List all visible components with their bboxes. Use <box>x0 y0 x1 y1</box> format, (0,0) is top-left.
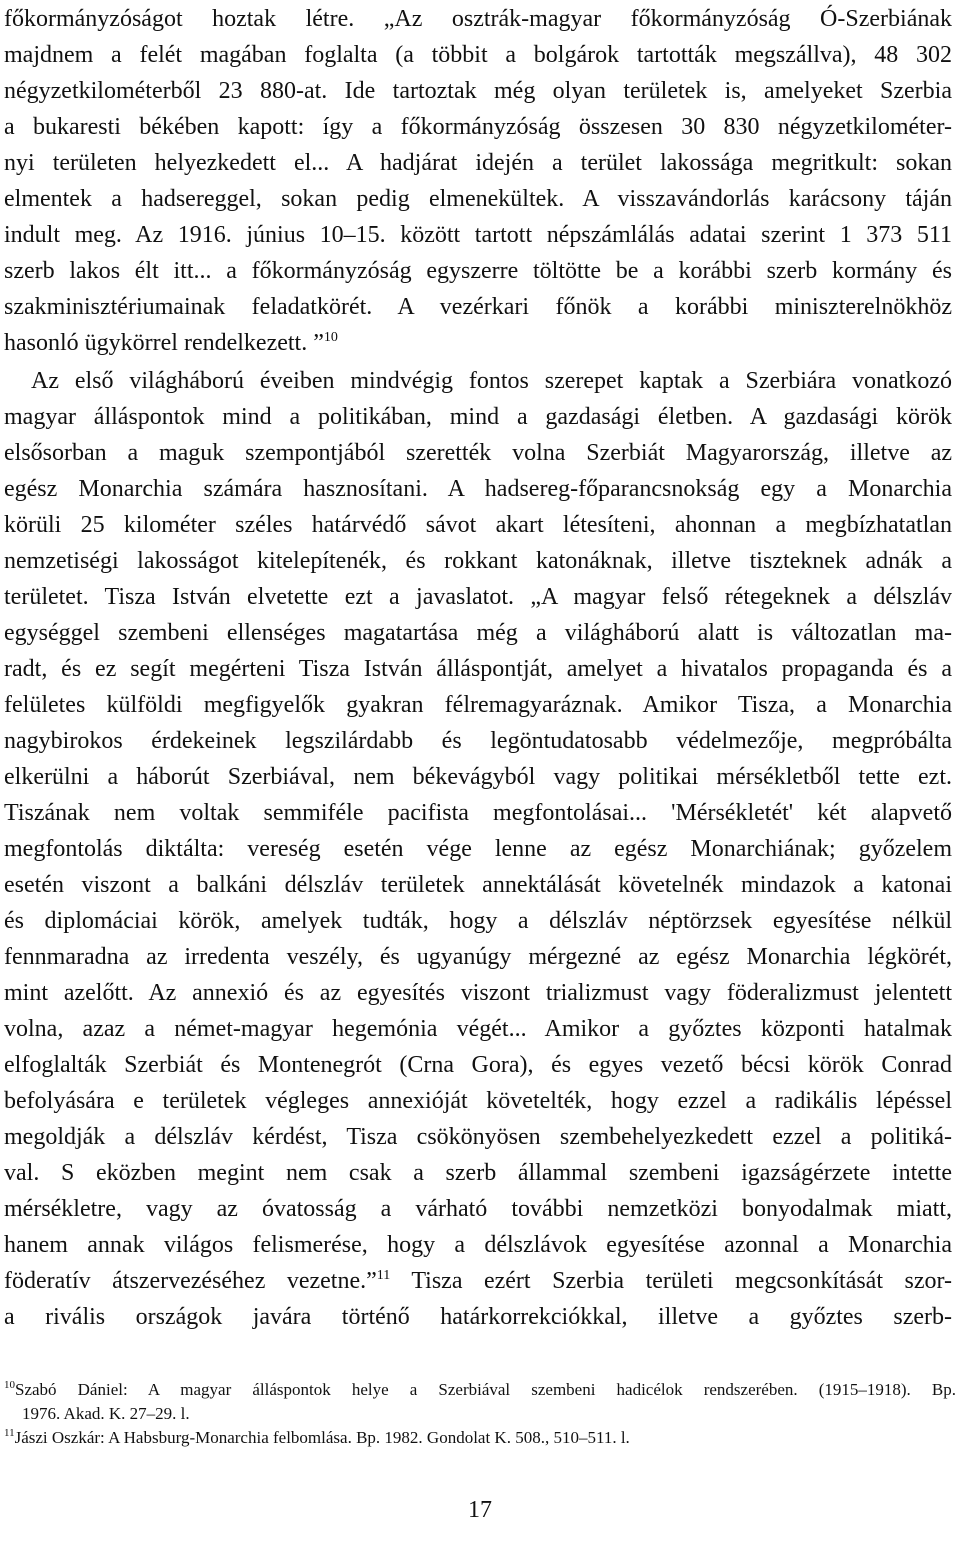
text-line: nemzetiségi lakosságot kitelepítenék, és rokkant katonáknak, illetve tiszteknek adnák a <box>4 548 952 574</box>
text-line: volna, azaz a német-magyar hegemónia végét... Amikor a győztes központi hatalmak <box>4 1016 952 1042</box>
text-line: indult meg. Az 1916. június 10–15. között tartott népszámlálás adatai szerint 1 373 511 <box>4 222 952 248</box>
text-line: radt, és ez segít megérteni Tisza István álláspontját, amelyet a hivatalos propaganda és a <box>4 656 952 682</box>
footnote-text: Szabó Dániel: A magyar álláspontok helye a Szerbiával szembeni hadicélok rendszerében. (1915–1918). Bp. <box>15 1380 956 1399</box>
text-line: mérsékletre, vagy az óvatosság a várható további nemzetközi bonyodalmak miatt, <box>4 1196 952 1222</box>
footnote-10-continuation: 1976. Akad. K. 27–29. l. <box>22 1404 190 1423</box>
text-segment: Tisza ezért Szerbia területi megcsonkítását szor- <box>411 1268 952 1294</box>
text-line: négyzetkilométerből 23 880-at. Ide tartoztak még olyan területek is, amelyeket Szerbia <box>4 78 952 104</box>
text-line: megoldják a délszláv kérdést, Tisza csökönyösen szembehelyezkedett ezzel a politiká- <box>4 1124 952 1150</box>
text-line: elkerülni a háborút Szerbiával, nem békevágyból vagy politikai mérsékletből tette ezt. <box>4 764 952 790</box>
paragraph-first-line: Az első világháború éveiben mindvégig fontos szerepet kaptak a Szerbiára vonatkozó <box>31 368 952 394</box>
footnote-number: 10 <box>4 1379 15 1391</box>
text-line-last <box>4 326 952 360</box>
text-segment: hasonló ügykörrel rendelkezett. ” <box>4 330 324 356</box>
text-line: elmentek a hadsereggel, sokan pedig elmenekültek. A visszavándorlás karácsony táján <box>4 186 952 212</box>
text-line: fennmaradna az irredenta veszély, és ugyanúgy mérgezné az egész Monarchia légkörét, <box>4 944 952 970</box>
text-line: a bukaresti békében kapott: így a főkormányzóság összesen 30 830 négyzetkilométer- <box>4 114 952 140</box>
text-line: magyar álláspontok mind a politikában, mind a gazdasági életben. A gazdasági körök <box>4 404 952 430</box>
text-line: Tiszának nem voltak semmiféle pacifista megfontolásai... 'Mérsékletét' két alapvető <box>4 800 952 826</box>
text-line: esetén viszont a balkáni délszláv területek annektálását követelnék mindazok a katonai <box>4 872 952 898</box>
text-line: körüli 25 kilométer széles határvédő sávot akart létesíteni, ahonnan a megbízhatatlan <box>4 512 952 538</box>
text-line: hanem annak világos felismerése, hogy a délszlávok egyesítése azonnal a Monarchia <box>4 1232 952 1258</box>
text-line: a rivális országok javára történő határkorrekciókkal, illetve a győztes szerb- <box>4 1304 952 1330</box>
text-line: elfoglalták Szerbiát és Montenegrót (Crna Gora), és egyes vezető bécsi körök Conrad <box>4 1052 952 1078</box>
text-line: val. S eközben megint nem csak a szerb állammal szembeni igazságérzete intette <box>4 1160 952 1186</box>
text-line: területet. Tisza István elvetette ezt a javaslatot. „A magyar felső rétegeknek a délszláv <box>4 584 952 610</box>
footnote-number: 11 <box>4 1427 15 1439</box>
text-line-with-note <box>4 1264 952 1298</box>
footnote-ref-10: 10 <box>323 330 338 345</box>
text-line: mint azelőtt. Az annexió és az egyesítés viszont trializmust vagy föderalizmust jelentett <box>4 980 952 1006</box>
footnote-11 <box>4 1426 956 1450</box>
text-line: nagybirokos érdekeinek legszilárdabb és legöntudatosabb védelmezője, megpróbálta <box>4 728 952 754</box>
page-number: 17 <box>468 1497 492 1523</box>
text-line: és diplomáciai körök, amelyek tudták, hogy a délszláv néptörzsek egyesítése nélkül <box>4 908 952 934</box>
text-line: egész Monarchia számára hasznosítani. A hadsereg-főparancsnokság egy a Monarchia <box>4 476 952 502</box>
text-line: elsősorban a maguk szempontjából szerették volna Szerbiát Magyarország, illetve az <box>4 440 952 466</box>
text-line: befolyására e területek végleges annexióját követelték, hogy ezzel a radikális lépéssel <box>4 1088 952 1114</box>
text-line: egységgel szembeni ellenséges magatartása még a világháború alatt is változatlan ma- <box>4 620 952 646</box>
text-line: szakminisztériumainak feladatkörét. A vezérkari főnök a korábbi miniszterelnökhöz <box>4 294 952 320</box>
text-line: majdnem a felét magában foglalta (a többit a bolgárok tartották megszállva), 48 302 <box>4 42 952 68</box>
text-line: felületes külföldi megfigyelők gyakran félremagyaráznak. Amikor Tisza, a Monarchia <box>4 692 952 718</box>
footnote-10 <box>4 1378 956 1402</box>
footnote-ref-11: 11 <box>376 1268 391 1283</box>
text-line: főkormányzóságot hoztak létre. „Az osztrák-magyar főkormányzóság Ó-Szerbiának <box>4 6 952 32</box>
text-line: nyi területen helyezkedett el... A hadjárat idején a terület lakossága megritkult: sokan <box>4 150 952 176</box>
text-line: megfontolás diktálta: vereség esetén vége lenne az egész Monarchiának; győzelem <box>4 836 952 862</box>
footnote-text: Jászi Oszkár: A Habsburg-Monarchia felbomlása. Bp. 1982. Gondolat K. 508., 510–511. l. <box>14 1428 630 1447</box>
text-segment: föderatív átszervezéséhez vezetne.” <box>4 1268 377 1294</box>
text-line: szerb lakos élt itt... a főkormányzóság egyszerre töltötte be a korábbi szerb kormány és <box>4 258 952 284</box>
